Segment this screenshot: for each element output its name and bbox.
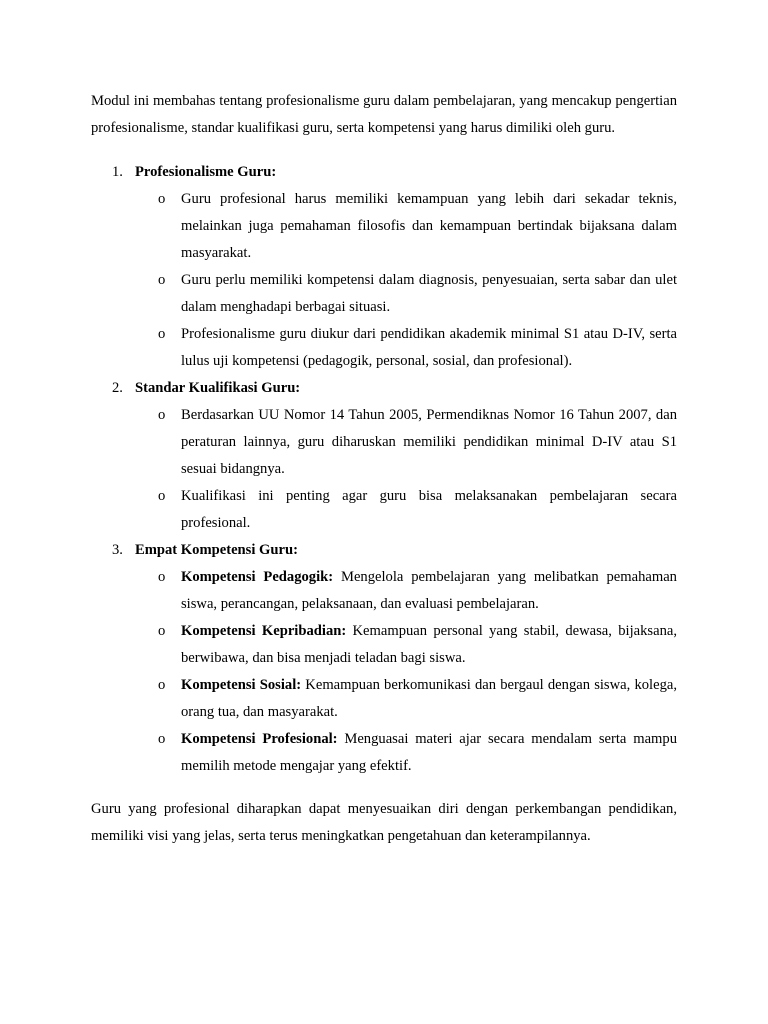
bullet-list [135, 402, 677, 537]
numbered-list [91, 159, 677, 780]
competency-term: Kompetensi Kepribadian: [181, 623, 347, 639]
list-item-text: Kualifikasi ini penting agar guru bisa melaksanakan pembelajaran secara profesional. [181, 488, 677, 531]
bullet-marker: o [158, 272, 166, 288]
competency-description: Kemampuan personal yang stabil, dewasa, bijaksana, berwibawa, dan bisa menjadi teladan bagi siswa. [181, 623, 677, 666]
list-item [135, 186, 677, 267]
section-title: Empat Kompetensi Guru: [135, 542, 298, 558]
list-item [135, 618, 677, 672]
list-item-text: Berdasarkan UU Nomor 14 Tahun 2005, Permendiknas Nomor 16 Tahun 2007, dan peraturan lainnya, guru diharuskan memiliki pendidikan minimal D-IV atau S1 sesuai bidangnya. [181, 407, 677, 477]
section-item [91, 159, 677, 375]
competency-term: Kompetensi Profesional: [181, 731, 338, 747]
list-item [135, 726, 677, 780]
section-item [91, 375, 677, 537]
bullet-list [135, 186, 677, 375]
closing-paragraph: Guru yang profesional diharapkan dapat menyesuaikan diri dengan perkembangan pendidikan, memiliki visi yang jelas, serta terus meningkatkan pengetahuan dan keterampilannya. [91, 801, 677, 844]
competency-description: Menguasai materi ajar secara mendalam serta mampu memilih metode mengajar yang efektif. [181, 731, 677, 774]
competency-term: Kompetensi Pedagogik: [181, 569, 334, 585]
list-item-text: Profesionalisme guru diukur dari pendidikan akademik minimal S1 atau D-IV, serta lulus uji kompetensi (pedagogik, personal, sosial, dan profesional). [181, 326, 677, 369]
intro-paragraph: Modul ini membahas tentang profesionalisme guru dalam pembelajaran, yang mencakup pengertian profesionalisme, standar kualifikasi guru, serta kompetensi yang harus dimiliki oleh guru. [91, 93, 677, 136]
bullet-list [135, 564, 677, 780]
list-item [135, 483, 677, 537]
competency-description: Mengelola pembelajaran yang melibatkan pemahaman siswa, perancangan, pelaksanaan, dan evaluasi pembelajaran. [181, 569, 677, 612]
list-item [135, 267, 677, 321]
competency-term: Kompetensi Sosial: [181, 677, 302, 693]
bullet-marker: o [158, 488, 166, 504]
list-item [135, 564, 677, 618]
list-item-text: Guru perlu memiliki kompetensi dalam diagnosis, penyesuaian, serta sabar dan ulet dalam menghadapi berbagai situasi. [181, 272, 677, 315]
bullet-marker: o [158, 191, 166, 207]
bullet-marker: o [158, 569, 166, 585]
bullet-marker: o [158, 326, 166, 342]
section-number: 2. [112, 380, 123, 396]
section-number: 1. [112, 164, 123, 180]
document-page [91, 88, 677, 850]
section-number: 3. [112, 542, 123, 558]
section-item [91, 537, 677, 780]
list-item [135, 321, 677, 375]
bullet-marker: o [158, 677, 166, 693]
list-item [135, 672, 677, 726]
section-title: Standar Kualifikasi Guru: [135, 380, 301, 396]
bullet-marker: o [158, 623, 166, 639]
list-item-text: Guru profesional harus memiliki kemampuan yang lebih dari sekadar teknis, melainkan juga pemahaman filosofis dan kemampuan bertindak bijaksana dalam masyarakat. [181, 191, 677, 261]
section-title: Profesionalisme Guru: [135, 164, 277, 180]
bullet-marker: o [158, 731, 166, 747]
competency-description: Kemampuan berkomunikasi dan bergaul dengan siswa, kolega, orang tua, dan masyarakat. [181, 677, 677, 720]
list-item [135, 402, 677, 483]
bullet-marker: o [158, 407, 166, 423]
